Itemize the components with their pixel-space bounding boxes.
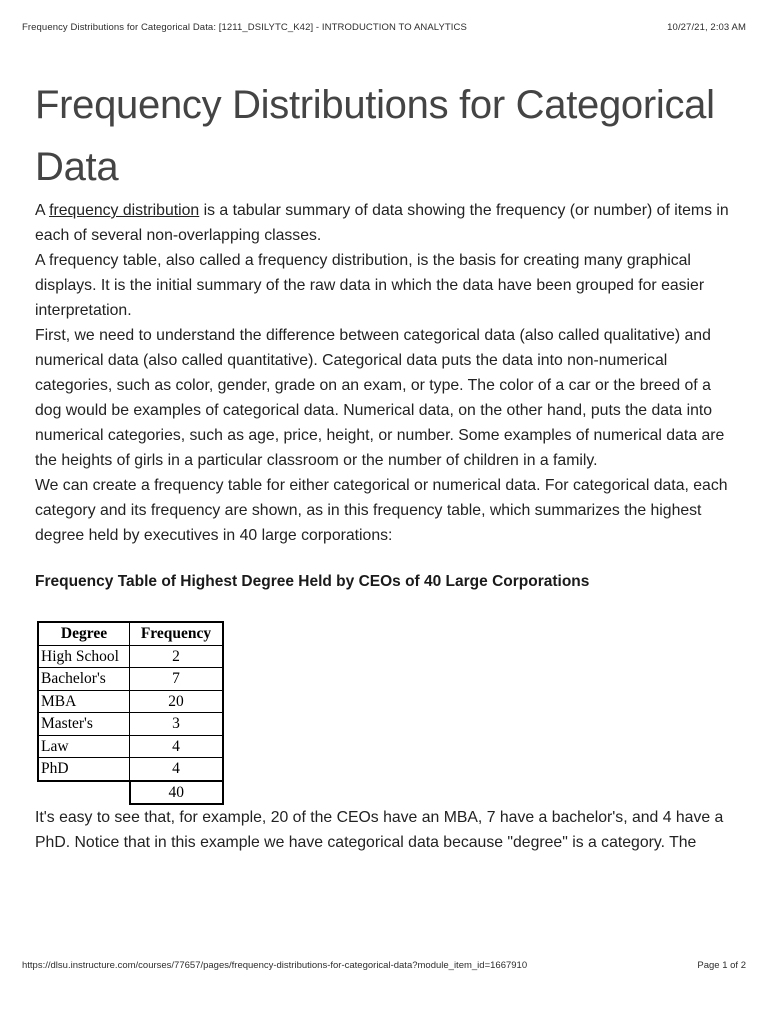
degree-column-header: Degree (38, 622, 130, 645)
frequency-table-paragraph: A frequency table, also called a frequency distribution, is the basis for creating many graphical displays. It is the initial summary of the raw data in which the data have been grouped for easier interpretation. (35, 252, 705, 319)
print-datetime: 10/27/21, 2:03 AM (667, 22, 746, 33)
page-content (35, 74, 735, 855)
total-cell: 40 (130, 781, 224, 805)
degree-cell: Bachelor's (38, 668, 130, 691)
intro-suffix: is a tabular summary of data showing the frequency (or number) of items in each of several non-overlapping classes. (35, 202, 729, 244)
example-paragraph: It's easy to see that, for example, 20 of the CEOs have an MBA, 7 have a bachelor's, and 4 have a PhD. Notice that in this example we have categorical data because "degree" is a category. The (35, 809, 724, 851)
frequency-distribution-link[interactable]: frequency distribution (49, 202, 200, 219)
degree-cell: High School (38, 645, 130, 668)
degree-cell: Master's (38, 713, 130, 736)
document-title: Frequency Distributions for Categorical Data: [1211_DSILYTC_K42] - INTRODUCTION TO ANALYTICS (22, 22, 467, 33)
page-title: Frequency Distributions for Categorical Data (35, 83, 715, 189)
print-header (22, 22, 746, 36)
frequency-cell: 4 (130, 758, 224, 781)
frequency-cell: 2 (130, 645, 224, 668)
frequency-cell: 3 (130, 713, 224, 736)
frequency-cell: 7 (130, 668, 224, 691)
frequency-cell: 20 (130, 690, 224, 713)
intro-prefix: A (35, 202, 50, 219)
total-row (38, 781, 223, 805)
data-types-paragraph: First, we need to understand the difference between categorical data (also called qualitative) and numerical data (also called quantitative). Categorical data puts the data into non-numerical categories, such as color, gender, grade on an exam, or type. The color of a car or the breed of a dog would be examples of categorical data. Numerical data, on the other hand, puts the data into numerical categories, such as age, price, height, or number. Some examples of numerical data are the heights of girls in a particular classroom or the number of children in a family. (35, 327, 725, 469)
total-blank-cell (38, 781, 130, 805)
table-row (38, 668, 223, 691)
table-row (38, 690, 223, 713)
frequency-column-header: Frequency (130, 622, 224, 645)
table-row (38, 758, 223, 781)
intro-paragraph (35, 198, 735, 248)
degree-cell: PhD (38, 758, 130, 781)
create-table-paragraph: We can create a frequency table for either categorical or numerical data. For categorical data, each category and its frequency are shown, as in this frequency table, which summarizes the highest degree held by executives in 40 large corporations: (35, 477, 728, 544)
table-heading: Frequency Table of Highest Degree Held by CEOs of 40 Large Corporations (35, 573, 590, 590)
table-header-row (38, 622, 223, 645)
frequency-table (37, 621, 224, 805)
page-url: https://dlsu.instructure.com/courses/77657/pages/frequency-distributions-for-categorical-data?module_item_id=1667910 (22, 960, 528, 971)
table-row (38, 713, 223, 736)
table-row (38, 735, 223, 758)
degree-cell: Law (38, 735, 130, 758)
frequency-cell: 4 (130, 735, 224, 758)
degree-cell: MBA (38, 690, 130, 713)
page-indicator: Page 1 of 2 (697, 960, 746, 971)
table-row (38, 645, 223, 668)
